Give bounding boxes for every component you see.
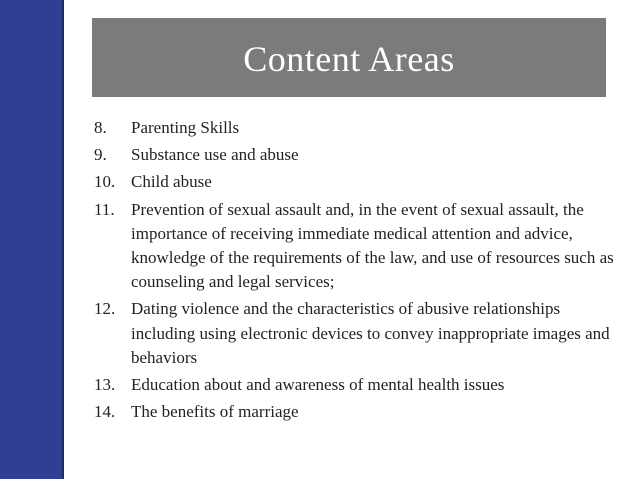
list-item-text: Substance use and abuse — [131, 145, 299, 165]
list-item — [94, 170, 614, 194]
list-item-number: 10. — [94, 172, 116, 192]
list-item-text: Education about and awareness of mental health issues — [131, 375, 505, 395]
list-item-text: The benefits of marriage — [131, 402, 299, 422]
list-item-text: Prevention of sexual assault and, in the event of sexual assault, the importance of receiving immediate medical attention and advice, knowledge of the requirements of the law, and use of resources such as counseling and legal services; — [131, 199, 614, 292]
content-list — [94, 116, 614, 427]
list-item — [94, 143, 614, 167]
list-item-number: 8. — [94, 118, 107, 137]
list-item — [94, 373, 614, 397]
list-item-number: 9. — [94, 145, 107, 165]
list-item-number: 12. — [94, 299, 116, 319]
list-item — [94, 297, 614, 370]
list-item — [94, 116, 614, 140]
list-item-number: 11. — [94, 199, 115, 219]
list-item-text: Dating violence and the characteristics of abusive relationships including using electronic devices to convey inappropriate images and behaviors — [131, 299, 610, 367]
list-item-text: Parenting Skills — [131, 118, 240, 137]
list-item-text: Child abuse — [131, 172, 212, 192]
left-accent-bar — [0, 0, 64, 479]
list-item — [94, 400, 614, 424]
list-item — [94, 198, 614, 295]
slide-title: Content Areas — [243, 38, 455, 79]
list-item-number: 14. — [94, 402, 116, 422]
list-item-number: 13. — [94, 375, 116, 395]
title-band — [92, 18, 606, 97]
